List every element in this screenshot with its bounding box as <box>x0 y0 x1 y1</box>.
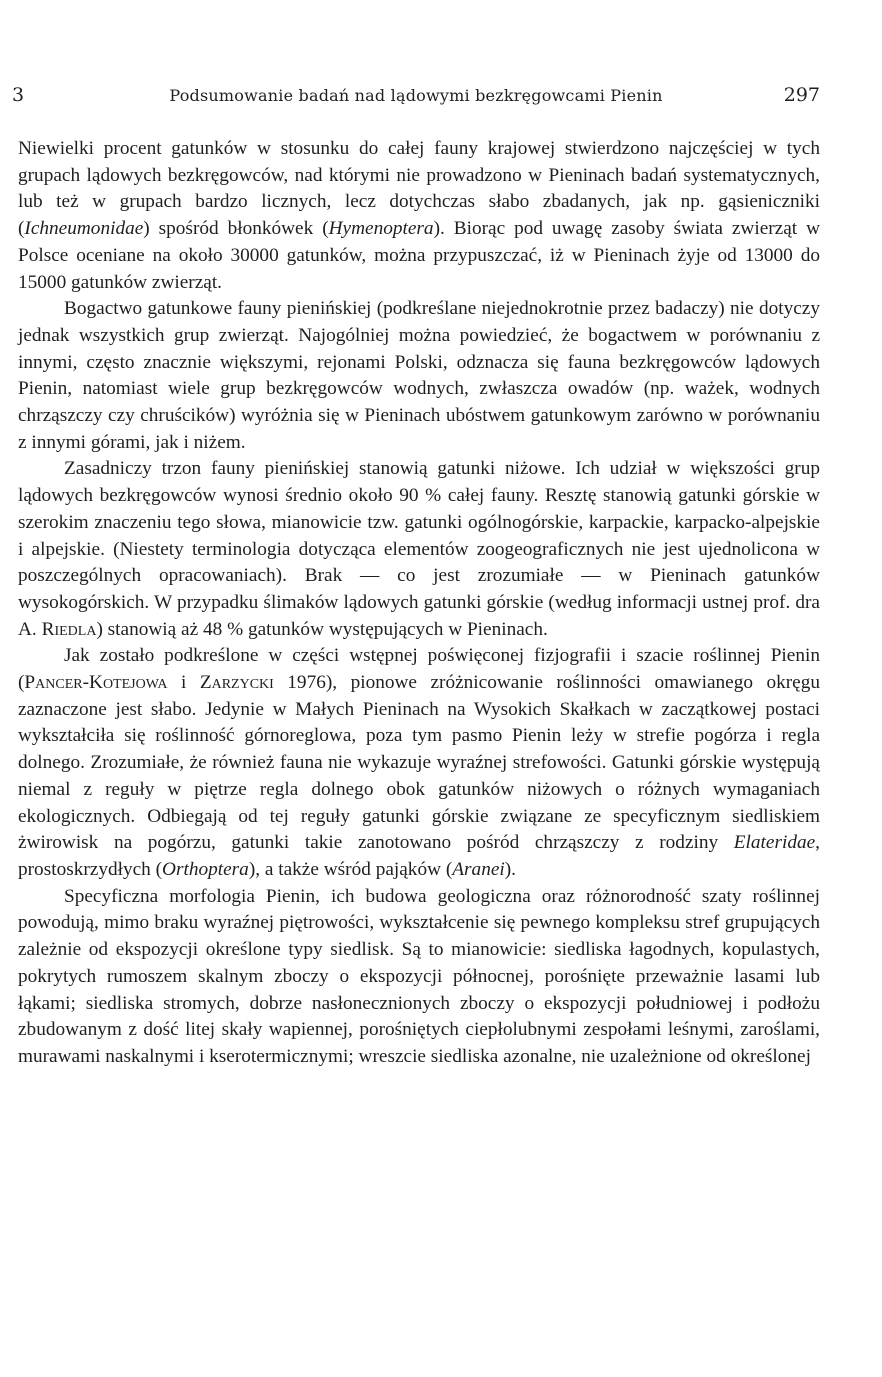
text-run: ) spośród błonkówek ( <box>143 218 329 240</box>
text-run: ) stanowią aż 48 % gatunków występujących w Pieninach. <box>96 618 548 640</box>
author-name: Riedla <box>41 618 97 640</box>
page-header <box>12 84 820 112</box>
italic-term: Hymenoptera <box>328 218 434 240</box>
text-run: Specyficzna morfologia Pienin, ich budowa geologiczna oraz różnorodność szaty roślinnej powodują, mimo braku wyraźnej piętrowości, wykształcenie się pewnego kompleksu stref grupujących zależnie od ekspozycji określone typy siedlisk. Są to mianowicie: siedliska łagodnych, kopulastych, pokrytych rumoszem skalnym zboczy o ekspozycji północnej, porośnięte przeważnie lasami lub łąkami; siedliska stromych, dobrze nasłonecznionych zboczy o ekspozycji południowej i podłożu zbudowanym z dość litej skały wapiennej, porośniętych ciepłolubnymi zespołami leśnymi, zaroślami, murawami naskalnymi i kserotermicznymi; wreszcie siedliska azonalne, nie uzależnione od określonej <box>18 885 820 1067</box>
text-run: Jak zostało podkreślone w części wstępnej poświęconej fizjografii i szacie roślinnej Pienin ( <box>18 645 820 694</box>
paragraph <box>18 643 820 883</box>
text-run: ). Biorąc pod uwagę zasoby świata zwierząt w Polsce oceniane na około 30000 gatunków, można przypuszczać, iż w Pieninach żyje od 13000 do 15000 gatunków zwierząt. <box>18 218 821 293</box>
body-text <box>18 136 820 1071</box>
section-number: 3 <box>12 84 25 106</box>
page-number: 297 <box>783 84 820 106</box>
running-title: Podsumowanie badań nad lądowymi bezkręgowcami Pienin <box>169 86 663 105</box>
italic-term: Ichneumonidae <box>24 218 144 240</box>
paragraph <box>18 296 820 456</box>
author-name: Zarzycki <box>199 672 274 694</box>
text-run: ), a także wśród pająków ( <box>248 858 453 880</box>
italic-term: Orthoptera <box>162 858 249 880</box>
text-run: ). <box>504 858 516 880</box>
text-run: i <box>167 672 200 694</box>
text-run: 1976), pionowe zróżnicowanie roślinności omawianego okręgu zaznaczone jest słabo. Jedynie w Małych Pieninach na Wysokich Skałkach w zaczątkowej postaci wykształciła się roślinność górnoreglowa, poza tym pasmo Pienin leży w strefie pogórza i regla dolnego. Zrozumiałe, że również fauna nie wykazuje wyraźnej strefowości. Gatunki górskie występują niemal z reguły w piętrze regla dolnego obok gatunków niżowych o różnych wymaganiach ekologicznych. Odbiegają od tej reguły gatunki górskie związane ze specyficznym siedliskiem żwirowisk na pogórzu, gatunki takie zanotowano pośród chrząszczy z rodziny <box>18 672 820 854</box>
italic-term: Elateridae <box>733 832 816 854</box>
author-name: Pancer-Kotejowa <box>24 672 168 694</box>
paragraph <box>18 884 820 1071</box>
text-run: Zasadniczy trzon fauny pienińskiej stanowią gatunki niżowe. Ich udział w większości grup lądowych bezkręgowców wynosi średnio około 90 % całej fauny. Resztę stanowią gatunki górskie w szerokim znaczeniu tego słowa, mianowicie tzw. gatunki ogólnogórskie, karpackie, karpacko-alpejskie i alpejskie. (Niestety terminologia dotycząca elementów zoogeograficznych nie jest ujednolicona w poszczególnych opracowaniach). Brak — co jest zrozumiałe — w Pieninach gatunków wysokogórskich. W przypadku ślimaków lądowych gatunki górskie (według informacji ustnej prof. dra A. <box>18 458 820 640</box>
text-run: Bogactwo gatunkowe fauny pienińskiej (podkreślane niejednokrotnie przez badaczy) nie dotyczy jednak wszystkich grup zwierząt. Najogólniej można powiedzieć, że bogactwem w porównaniu z innymi, często znacznie większymi, rejonami Polski, odznacza się fauna bezkręgowców lądowych Pienin, natomiast wiele grup bezkręgowców wodnych, zwłaszcza owadów (np. ważek, wodnych chrząszczy czy chruścików) wyróżnia się w Pieninach ubóstwem gatunkowym zarówno w porównaniu z innymi górami, jak i niżem. <box>18 298 820 453</box>
text-run: Niewielki procent gatunków w stosunku do całej fauny krajowej stwierdzono najczęściej w tych grupach lądowych bezkręgowców, nad którymi nie prowadzono w Pieninach badań systematycznych, lub też w grupach bardzo licznych, lecz dotychczas słabo zbadanych, jak np. gąsieniczniki ( <box>18 138 820 240</box>
paragraph <box>18 136 820 296</box>
italic-term: Aranei <box>452 858 505 880</box>
paragraph <box>18 456 820 643</box>
text-run: , prostoskrzydłych ( <box>18 832 820 880</box>
